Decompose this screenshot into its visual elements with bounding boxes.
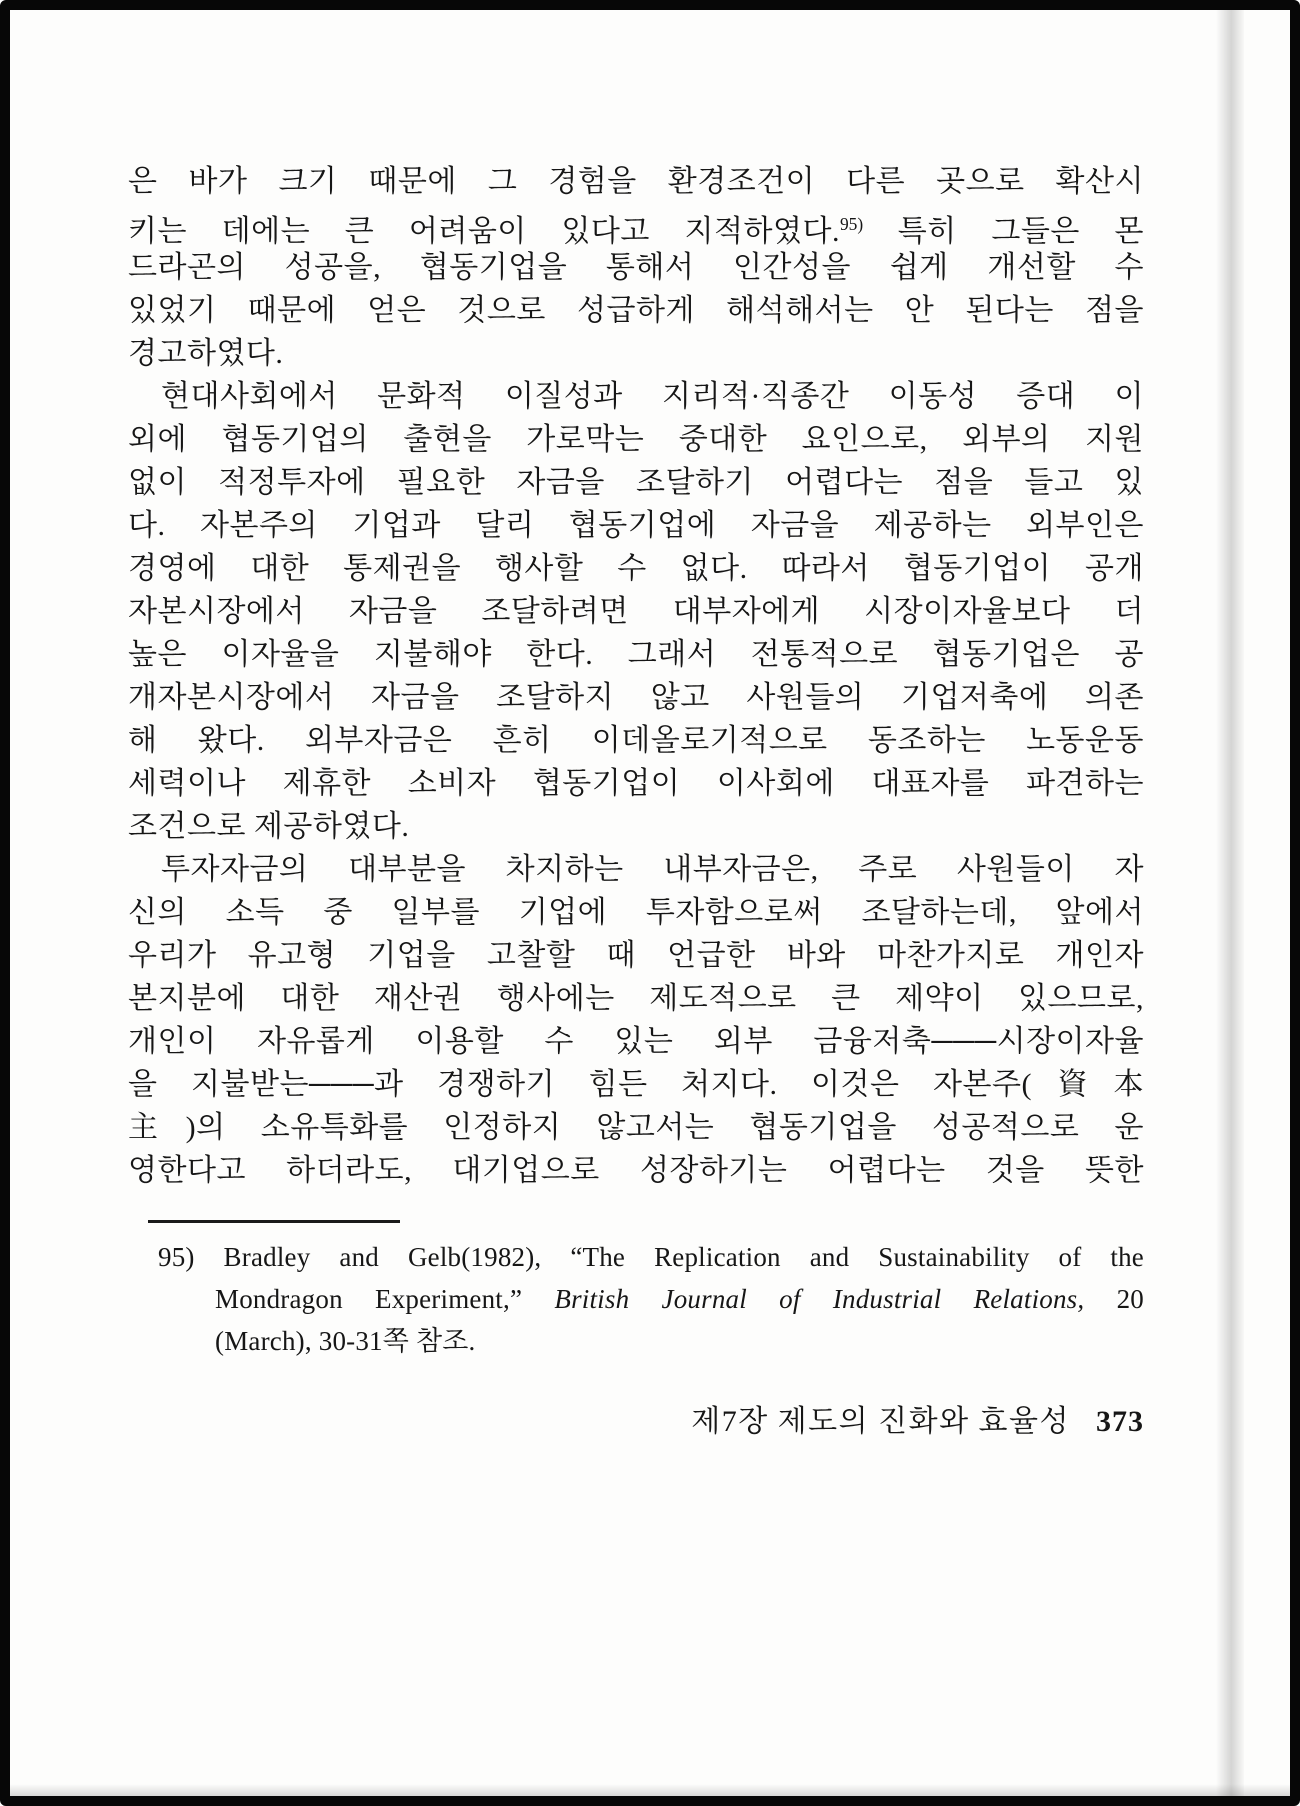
- body-line-text: 키는 데에는 큰 어려움이 있다고 지적하였다.: [128, 215, 840, 248]
- body-line: 투자자금의 대부분을 차지하는 내부자금은, 주로 사원들이 자: [161, 853, 1144, 886]
- body-line: 조건으로 제공하였다.: [128, 810, 410, 843]
- footnote-rule: [148, 1220, 400, 1223]
- body-line: 경고하였다.: [128, 337, 284, 370]
- footnote-marker: 95): [839, 214, 864, 234]
- body-line: 은 바가 크기 때문에 그 경험을 환경조건이 다른 곳으로 확산시: [128, 165, 1144, 198]
- footnote-text: 95) Bradley and Gelb(1982), “The Replication and Sustainability of the: [158, 1242, 1144, 1272]
- body-line: 해 왔다. 외부자금은 흔히 이데올로기적으로 동조하는 노동운동: [128, 724, 1144, 757]
- body-line: 현대사회에서 문화적 이질성과 지리적·직종간 이동성 증대 이: [161, 380, 1144, 413]
- body-line: 을 지불받는───과 경쟁하기 힘든 처지다. 이것은 자본주(資本: [128, 1068, 1144, 1101]
- body-line: 없이 적정투자에 필요한 자금을 조달하기 어렵다는 점을 들고 있: [128, 466, 1144, 499]
- body-line: 경영에 대한 통제권을 행사할 수 없다. 따라서 협동기업이 공개: [128, 552, 1144, 585]
- footnote-line: [158, 1320, 1144, 1362]
- body-line: 개인이 자유롭게 이용할 수 있는 외부 금융저축───시장이자율: [128, 1025, 1144, 1058]
- footnote-line: [158, 1278, 1144, 1320]
- body-line: 외에 협동기업의 출현을 가로막는 중대한 요인으로, 외부의 지원: [128, 423, 1144, 456]
- footnote-text: 20: [1084, 1284, 1144, 1314]
- body-line: 主)의 소유특화를 인정하지 않고서는 협동기업을 성공적으로 운: [128, 1111, 1144, 1144]
- body-line: 높은 이자율을 지불해야 한다. 그래서 전통적으로 협동기업은 공: [128, 638, 1144, 671]
- page-number: 373: [1096, 1405, 1144, 1438]
- footnote: [128, 1220, 1144, 1362]
- body-line: 세력이나 제휴한 소비자 협동기업이 이사회에 대표자를 파견하는: [128, 767, 1144, 800]
- body-line: [128, 203, 1144, 246]
- body-text: [128, 160, 1144, 1192]
- footnote-text: (March), 30-31쪽 참조.: [215, 1326, 476, 1356]
- body-line: 영한다고 하더라도, 대기업으로 성장하기는 어렵다는 것을 뜻한: [128, 1154, 1144, 1187]
- footnote-text: Mondragon Experiment,”: [215, 1284, 555, 1314]
- body-line: 우리가 유고형 기업을 고찰할 때 언급한 바와 마찬가지로 개인자: [128, 939, 1144, 972]
- footnote-lines: [128, 1236, 1144, 1362]
- page-footer: [128, 1396, 1144, 1440]
- body-line-text: 특히 그들은 몬: [863, 215, 1145, 248]
- footnote-line: [158, 1236, 1144, 1278]
- body-line: 드라곤의 성공을, 협동기업을 통해서 인간성을 쉽게 개선할 수: [128, 251, 1144, 284]
- body-line: 본지분에 대한 재산권 행사에는 제도적으로 큰 제약이 있으므로,: [128, 982, 1144, 1015]
- page-edge-shadow-bottom: [10, 1784, 1290, 1796]
- body-line: 다. 자본주의 기업과 달리 협동기업에 자금을 제공하는 외부인은: [128, 509, 1144, 542]
- footnote-journal-title: British Journal of Industrial Relations,: [554, 1284, 1085, 1314]
- body-line: 개자본시장에서 자금을 조달하지 않고 사원들의 기업저축에 의존: [128, 681, 1144, 714]
- body-line: 자본시장에서 자금을 조달하려면 대부자에게 시장이자율보다 더: [128, 595, 1144, 628]
- body-line: 있었기 때문에 얻은 것으로 성급하게 해석해서는 안 된다는 점을: [128, 294, 1144, 327]
- running-title: 제7장 제도의 진화와 효율성: [691, 1405, 1070, 1438]
- page-edge-shadow-right: [1216, 10, 1244, 1796]
- body-line: 신의 소득 중 일부를 기업에 투자함으로써 조달하는데, 앞에서: [128, 896, 1144, 929]
